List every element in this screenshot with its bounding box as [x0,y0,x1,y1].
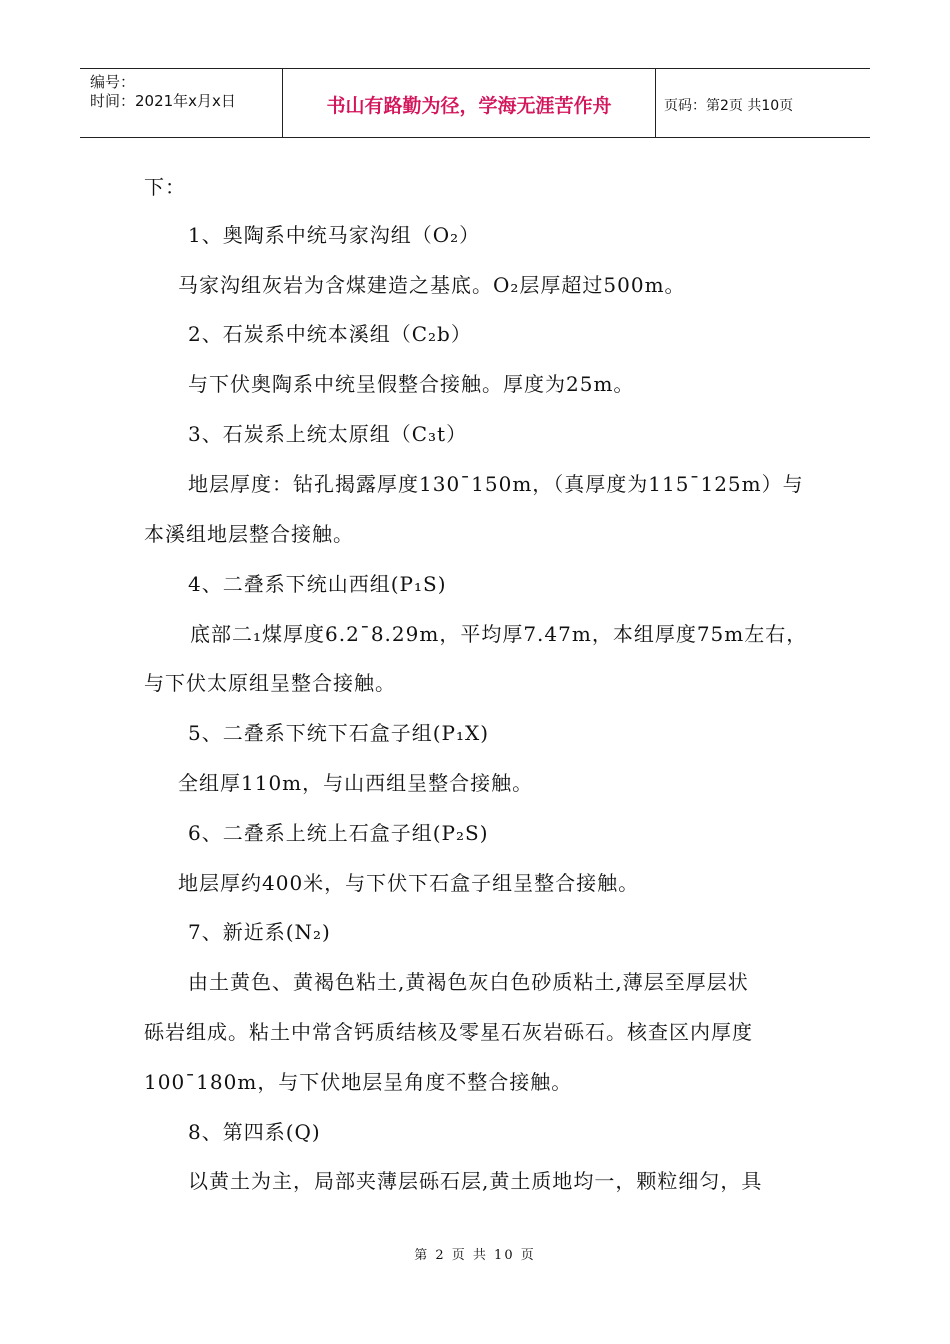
body-line: 地层厚约400米，与下伏下石盒子组呈整合接触。 [178,871,640,895]
header-page-cell [656,69,870,137]
body-line: 全组厚110m，与山西组呈整合接触。 [178,771,534,795]
body-line: 由土黄色、黄褐色粘土,黄褐色灰白色砂质粘土,薄层至厚层状 [188,970,749,994]
body-line: 砾岩组成。粘土中常含钙质结核及零星石灰岩砾石。核查区内厚度 [144,1020,753,1044]
section-heading: 3、石炭系上统太原组（C₃t） [188,422,468,446]
body-line: 与下伏奥陶系中统呈假整合接触。厚度为25m。 [188,372,635,396]
page-code: 页码：第2页 共10页 [664,98,794,114]
section-heading: 4、二叠系下统山西组(P₁S) [188,572,447,596]
body-line: 马家沟组灰岩为含煤建造之基底。O₂层厚超过500m。 [178,273,686,297]
document-header [80,68,870,138]
body-line: 底部二₁煤厚度6.2¯8.29m，平均厚7.47m，本组厚度75m左右， [190,622,808,646]
section-heading: 2、石炭系中统本溪组（C₂b） [188,322,472,346]
section-heading: 8、第四系(Q) [188,1120,321,1144]
header-meta [80,69,280,137]
section-heading: 5、二叠系下统下石盒子组(P₁X) [188,721,490,745]
body-line: 100¯180m，与下伏地层呈角度不整合接触。 [144,1070,573,1094]
section-heading: 1、奥陶系中统马家沟组（O₂） [188,223,481,247]
body-line: 地层厚度：钻孔揭露厚度130¯150m，（真厚度为115¯125m）与 [188,472,804,496]
section-heading: 6、二叠系上统上石盒子组(P₂S) [188,821,489,845]
header-motto-cell [282,69,656,137]
section-heading: 7、新近系(N₂) [188,920,331,944]
motto-text: 书山有路勤为径，学海无涯苦作舟 [326,95,612,117]
body-line: 本溪组地层整合接触。 [144,522,354,546]
page-footer: 第 2 页 共 10 页 [414,1248,536,1263]
body-line: 以黄土为主，局部夹薄层砾石层,黄土质地均一，颗粒细匀，具 [188,1169,763,1193]
date-label: 时间：2021年x月x日 [90,92,236,110]
body-line: 与下伏太原组呈整合接触。 [144,671,396,695]
number-label: 编号： [90,73,136,91]
body-line: 下： [144,175,186,199]
